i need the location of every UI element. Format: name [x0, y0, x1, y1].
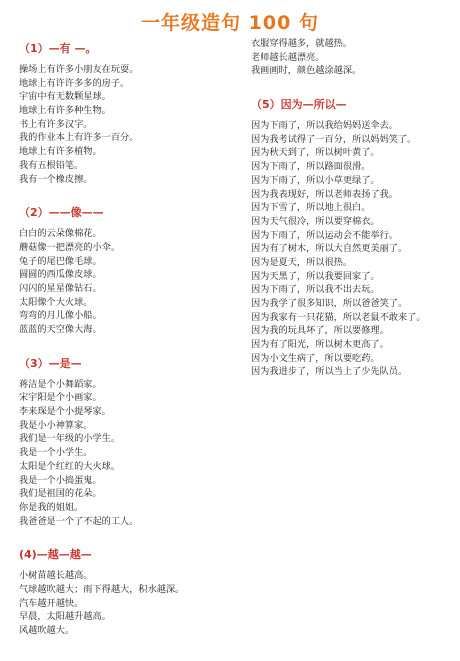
sentence: 气球越吹越大；雨下得越大，积水越深。 — [19, 583, 185, 595]
sentence: 白白的云朵像棉花。 — [19, 228, 102, 240]
section-yue — [19, 547, 244, 637]
section-heading: （1）—有 —。 — [19, 42, 97, 55]
sentence: 因为我家有一只花猫，所以老鼠不敢来了。 — [251, 311, 426, 323]
sentence: 地球上有许许多多的房子。 — [19, 77, 130, 89]
sentence: 因为天气很冷，所以要穿棉衣。 — [251, 215, 380, 227]
section-xiang — [19, 205, 244, 337]
left-column — [19, 37, 244, 638]
page-title: 一年级造句 100 句 — [141, 12, 319, 34]
sentence: 因为下雨了，所以路面很滑。 — [251, 161, 371, 173]
sentence: 因为下雨了，所以运动会不能举行。 — [251, 229, 398, 241]
sentence: 因为我的玩具坏了，所以要修理。 — [251, 325, 389, 337]
sentence: 兔子的尾巴像毛球。 — [19, 255, 102, 267]
sentence: 李来琛是个小提琴家。 — [19, 406, 111, 418]
sentence: 小树苗越长越高。 — [19, 570, 93, 582]
section-yue-continued — [251, 37, 456, 78]
sentence: 太阳像个大火球。 — [19, 296, 93, 308]
section-shi — [19, 356, 244, 529]
sentence: 因为我进步了，所以当上了少先队员。 — [251, 366, 408, 378]
sentence: 闪闪的星星像钻石。 — [19, 282, 102, 294]
sentence: 因为我学了很多知识，所以爸爸笑了。 — [251, 298, 408, 309]
sentence: 因为我考试得了一百分，所以妈妈笑了。 — [251, 133, 417, 145]
sentence: 太阳是个红红的大火球。 — [19, 460, 121, 472]
sentence: 我是一个小捣蛋鬼。 — [19, 474, 102, 486]
sentence: 地球上有许多植物。 — [19, 146, 102, 158]
sentence: 因为下雪了，所以地上很白。 — [251, 202, 371, 214]
sentence: 书上有许多汉字。 — [19, 118, 93, 130]
sentence: 我是小小神算家。 — [19, 419, 93, 431]
right-column — [251, 37, 456, 379]
sentence: 宋宇阳是个小画家。 — [19, 392, 102, 404]
sentence: 我们是祖国的花朵。 — [19, 488, 102, 500]
section-heading: (4)—越—越— — [19, 548, 92, 562]
sentence: 宇宙中有无数颗星球。 — [19, 91, 111, 103]
sentence: 风越吹越大。 — [19, 625, 75, 636]
sentence: 我是一个小学生。 — [19, 447, 93, 459]
section-you — [19, 41, 244, 186]
sentence: 汽车越开越快。 — [19, 597, 84, 609]
sentence: 老师越长越漂亮。 — [251, 51, 325, 63]
sentence: 因为有了阳光，所以树木更高了。 — [251, 339, 389, 351]
section-heading: （3）—是— — [19, 356, 82, 370]
sentence: 操场上有许多小朋友在玩耍。 — [19, 64, 139, 75]
section-heading: （2）——像—— — [19, 206, 104, 220]
sentence: 弯弯的月儿像小船。 — [19, 310, 102, 322]
sentence: 我爸爸是一个了不起的工人。 — [19, 515, 139, 527]
sentence: 地球上有许多种生物。 — [19, 105, 111, 117]
sentence: 我有五根铅笔。 — [19, 159, 84, 171]
sentence: 因为有了树木，所以大自然更美丽了。 — [251, 243, 408, 255]
sentence: 因为天黑了，所以我要回家了。 — [251, 270, 380, 282]
sentence: 圆圆的西瓜像皮球。 — [19, 269, 102, 281]
sentence: 因为下雨了，所以我给妈妈送伞去。 — [251, 120, 398, 132]
sentence: 早晨，太阳越升越高。 — [19, 611, 111, 623]
section-heading: （5）因为—所以— — [251, 98, 347, 112]
sentence: 因为我表现好，所以老师表扬了我。 — [251, 188, 398, 200]
sentence: 因为小文生病了，所以要吃药。 — [251, 352, 380, 364]
sentence: 因为是夏天，所以很热。 — [251, 256, 353, 268]
sentence: 我的作业本上有许多一百分。 — [19, 132, 139, 144]
sentence: 因为下雨了，所以我不出去玩。 — [251, 284, 380, 296]
sentence: 我们是一年级的小学生。 — [19, 433, 121, 445]
sentence: 因为秋天到了，所以树叶黄了。 — [251, 147, 380, 159]
sentence: 蓝蓝的天空像大海。 — [19, 324, 102, 335]
sentence: 衣服穿得越多，就越热。 — [251, 38, 353, 49]
sentence: 蒋洁是个小舞蹈家。 — [19, 378, 102, 390]
sentence: 因为下雨了，所以小草更绿了。 — [251, 174, 380, 186]
sentence: 你是我的姐姐。 — [19, 501, 84, 513]
sentence: 我画画时，颜色越涂越深。 — [251, 65, 362, 77]
sentence: 我有一个橡皮擦。 — [19, 173, 93, 185]
sentence: 蘑菇像一把漂亮的小伞。 — [19, 241, 121, 253]
section-yinwei-suoyi — [251, 97, 456, 379]
